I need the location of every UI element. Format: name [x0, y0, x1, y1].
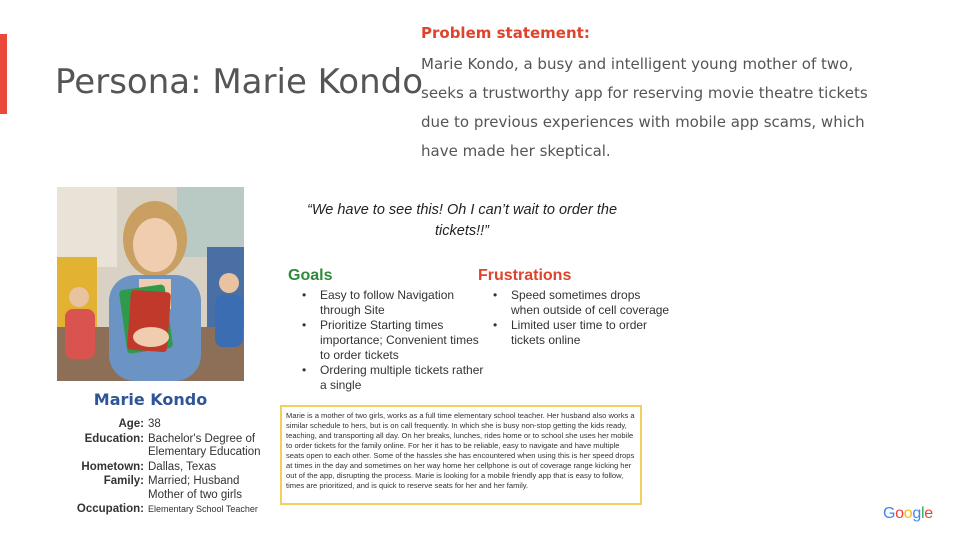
detail-family	[60, 475, 273, 502]
detail-value: 38	[148, 418, 161, 430]
list-item: • Speed sometimes drops when outside of cell coverage	[511, 288, 671, 318]
goals-list	[298, 288, 490, 393]
logo-letter: o	[895, 505, 904, 522]
detail-label: Education:	[84, 432, 144, 445]
detail-label: Family:	[103, 475, 144, 487]
frustrations-list	[489, 288, 671, 348]
logo-letter: o	[903, 505, 913, 522]
detail-value: Elementary School Teacher	[148, 504, 258, 514]
detail-value: Bachelor's Degree of Elementary Education	[148, 432, 261, 458]
persona-photo	[57, 187, 244, 381]
detail-value: Dallas, Texas	[148, 460, 217, 473]
persona-details	[60, 418, 273, 518]
frustrations-heading: Frustrations	[478, 267, 572, 284]
google-logo	[883, 505, 933, 523]
goals-heading: Goals	[288, 267, 333, 284]
detail-label: Age:	[118, 418, 144, 430]
problem-text: Marie Kondo, a busy and intelligent young mother of two, seeks a trustworthy app for reserving movie theatre tickets due to previous experiences with mobile app scams, which have made her skeptical.	[421, 55, 868, 160]
detail-age	[60, 418, 273, 432]
detail-value: Married; Husband Mother of two girls	[148, 475, 242, 501]
persona-quote: “We have to see this! Oh I can’t wait to order the tickets!!”	[306, 202, 618, 239]
accent-bar	[0, 34, 7, 114]
detail-label: Occupation:	[76, 503, 144, 515]
logo-letter: e	[924, 505, 933, 522]
logo-letter: g	[912, 505, 921, 522]
detail-label: Hometown:	[81, 460, 144, 473]
list-item: • Limited user time to order tickets online	[511, 318, 671, 348]
detail-occupation	[60, 503, 273, 517]
list-item: • Easy to follow Navigation through Site	[320, 288, 490, 318]
problem-heading: Problem statement:	[421, 24, 590, 42]
list-item: • Prioritize Starting times importance; Convenient times to order tickets	[320, 318, 490, 363]
persona-bio: Marie is a mother of two girls, works as a full time elementary school teacher. Her husband also works a similar schedule to hers, but is on call frequently. In which she is busy non-stop getting the kids ready, teaching, and transporting all day. On her breaks, lunches, rides home or to school she uses her mobile to order tickets for the family online. For her it has to be reliable, easy to navigate and have multiple seats open to each other. Some of the hassles she has encountered when using this is her speed drops at times in the day and sometimes on her way home her cellphone is out of coverage range kicking her out of the app, disrupting the process. Marie is looking for a mobile friendly app that is easy to follow, times are prioritized, and is quick to reserve seats for her and her family.	[280, 405, 642, 505]
detail-education	[60, 433, 273, 460]
logo-letter: G	[883, 505, 896, 522]
list-item: • Ordering multiple tickets rather a single	[320, 363, 490, 393]
logo-letter: l	[920, 505, 925, 522]
persona-name: Marie Kondo	[93, 390, 208, 409]
slide-title: Persona: Marie Kondo	[55, 62, 424, 102]
detail-hometown	[60, 461, 273, 475]
